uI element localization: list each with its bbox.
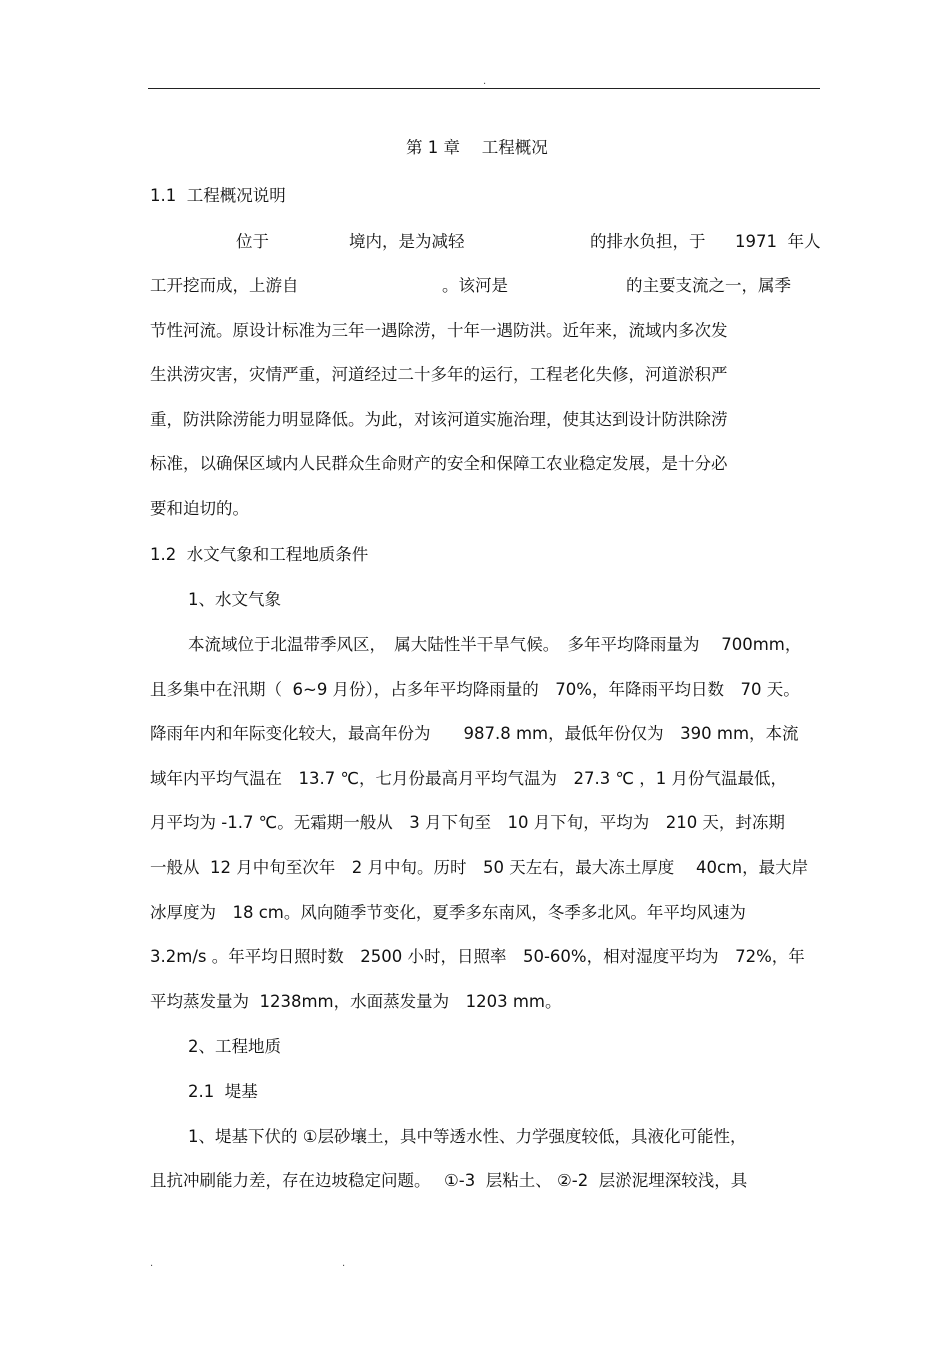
body-text-line: 平均蒸发量为 1238mm，水面蒸发量为 1203 mm。 bbox=[150, 992, 562, 1011]
body-text-line: 域年内平均气温在 13.7 ℃，七月份最高月平均气温为 27.3 ℃ ，1 月份气温最低， bbox=[150, 769, 788, 788]
body-text-fragment: 的排水负担，于 bbox=[590, 232, 706, 251]
header-dot: . bbox=[483, 76, 487, 87]
body-text-line: 本流域位于北温带季风区， 属大陆性半干旱气候。 多年平均降雨量为 700mm， bbox=[188, 635, 802, 654]
chapter-title: 第 1 章 工程概况 bbox=[406, 138, 548, 157]
body-text-line: 月平均为 -1.7 ℃。无霜期一般从 3 月下旬至 10 月下旬，平均为 210 天，封冻期 bbox=[150, 813, 785, 832]
body-text-line: 降雨年内和年际变化较大，最高年份为 987.8 mm，最低年份仅为 390 mm，本流 bbox=[150, 724, 799, 743]
body-text-line: 生洪涝灾害，灾情严重，河道经过二十多年的运行，工程老化失修，河道淤积严 bbox=[150, 365, 728, 384]
header-rule bbox=[148, 88, 820, 89]
body-text-line: 标准，以确保区域内人民群众生命财产的安全和保障工农业稳定发展，是十分必 bbox=[150, 454, 728, 473]
body-text-fragment: 境内，是为减轻 bbox=[349, 232, 465, 251]
body-text-line: 节性河流。原设计标准为三年一遇除涝，十年一遇防洪。近年来，流域内多次发 bbox=[150, 321, 728, 340]
body-text-fragment: 1971 年人 bbox=[735, 232, 821, 251]
footer-dot-right: . bbox=[342, 1258, 346, 1269]
body-text-line: 重，防洪除涝能力明显降低。为此，对该河道实施治理，使其达到设计防洪除涝 bbox=[150, 410, 728, 429]
body-text-line: 且抗冲刷能力差，存在边坡稳定问题。 ①-3 层粘土、 ②-2 层淤泥埋深较浅，具 bbox=[150, 1171, 748, 1190]
subsection-heading-embankment-base: 2.1 堤基 bbox=[188, 1082, 258, 1101]
section-heading-1-2: 1.2 水文气象和工程地质条件 bbox=[150, 545, 369, 564]
body-text-line: 冰厚度为 18 cm。风向随季节变化，夏季多东南风，冬季多北风。年平均风速为 bbox=[150, 903, 746, 922]
body-text-fragment: 的主要支流之一，属季 bbox=[626, 276, 791, 295]
section-heading-1-1: 1.1 工程概况说明 bbox=[150, 186, 286, 205]
body-text-fragment: 工开挖而成，上游自 bbox=[150, 276, 299, 295]
subsection-heading-geology: 2、工程地质 bbox=[188, 1037, 281, 1056]
body-text-line: 且多集中在汛期（ 6~9 月份），占多年平均降雨量的 70%，年降雨平均日数 70 天。 bbox=[150, 680, 800, 699]
body-text-line: 要和迫切的。 bbox=[150, 499, 249, 518]
body-text-line: 一般从 12 月中旬至次年 2 月中旬。历时 50 天左右，最大冻土厚度 40cm，最大岸 bbox=[150, 858, 809, 877]
body-text-line: 1、堤基下伏的 ①层砂壤土，具中等透水性、力学强度较低，具液化可能性， bbox=[188, 1127, 747, 1146]
subsection-heading-hydrology: 1、水文气象 bbox=[188, 590, 281, 609]
footer-dot-left: . bbox=[150, 1258, 154, 1269]
body-text-fragment: 。该河是 bbox=[442, 276, 508, 295]
body-text-fragment: 位于 bbox=[236, 232, 269, 251]
body-text-line: 3.2m/s 。年平均日照时数 2500 小时，日照率 50-60%，相对湿度平均为 72%，年 bbox=[150, 947, 805, 966]
